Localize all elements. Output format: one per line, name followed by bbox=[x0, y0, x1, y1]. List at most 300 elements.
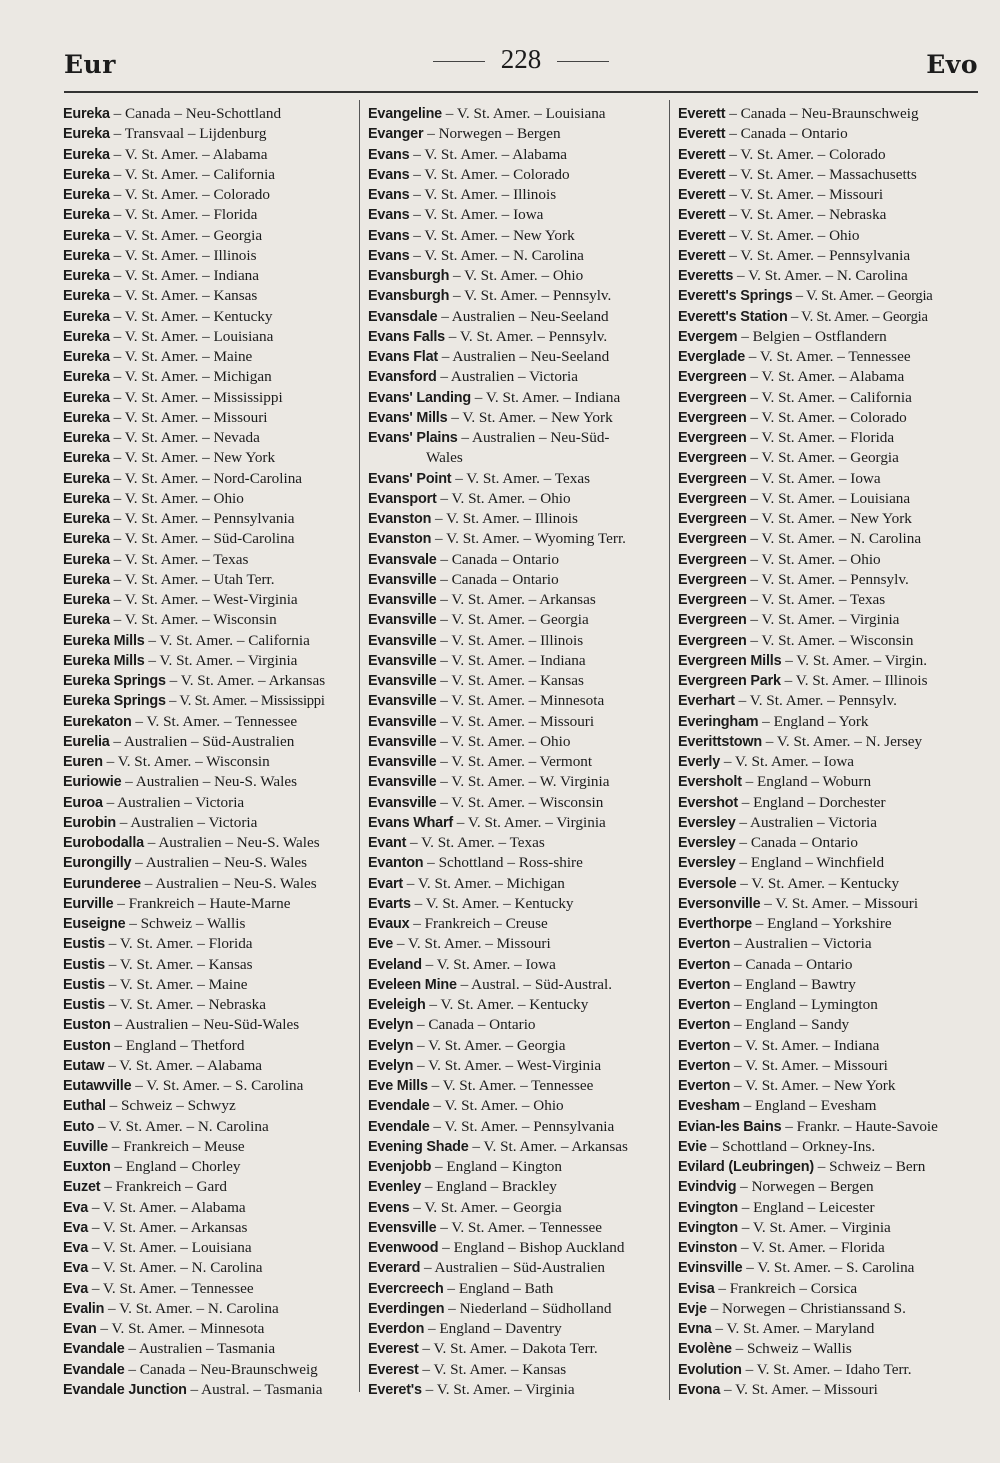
place-name: Eureka bbox=[63, 490, 110, 507]
place-location: – V. St. Amer. – N. Carolina bbox=[733, 267, 908, 284]
gazetteer-entry bbox=[63, 793, 353, 813]
place-location: – Canada – Ontario bbox=[735, 834, 858, 851]
gazetteer-entry bbox=[63, 489, 353, 509]
place-name: Evans bbox=[368, 207, 410, 224]
place-name: Eureka bbox=[63, 227, 110, 244]
place-location: – V. St. Amer. – Missouri bbox=[725, 186, 884, 203]
place-location: – V. St. Amer. – N. Jersey bbox=[761, 732, 923, 750]
gazetteer-entry bbox=[368, 104, 664, 124]
gazetteer-entry bbox=[63, 691, 353, 711]
gazetteer-entry bbox=[63, 104, 353, 124]
place-location: – V. St. Amer. – Mississippi bbox=[165, 693, 325, 710]
place-name: Evandale bbox=[63, 1341, 125, 1358]
place-location: – V. St. Amer. – Ohio bbox=[436, 732, 571, 750]
place-name: Eversley bbox=[678, 855, 736, 872]
place-location: – V. St. Amer. – Süd-Carolina bbox=[109, 530, 295, 548]
gazetteer-column-3 bbox=[678, 104, 978, 1400]
place-name: Eurville bbox=[63, 895, 114, 912]
place-location: – V. St. Amer. – Texas bbox=[406, 834, 545, 851]
place-location: – Australien – Süd-Australien bbox=[420, 1259, 605, 1277]
gazetteer-entry bbox=[63, 570, 353, 590]
place-name: Eustis bbox=[63, 936, 105, 953]
place-location: – V. St. Amer. – Missouri bbox=[393, 935, 551, 953]
gazetteer-entry bbox=[63, 1198, 353, 1218]
gazetteer-entry bbox=[678, 610, 978, 630]
gazetteer-entry bbox=[368, 1198, 664, 1218]
place-name: Eureka bbox=[63, 166, 110, 183]
gazetteer-entry bbox=[63, 874, 353, 894]
gazetteer-entry bbox=[678, 1218, 978, 1238]
gazetteer-entry bbox=[368, 307, 664, 327]
place-name: Evans Wharf bbox=[368, 814, 453, 831]
place-location: – Transvaal – Lijdenburg bbox=[109, 125, 267, 143]
place-location: – Australien – Neu-S. Wales bbox=[131, 854, 308, 872]
gazetteer-entry bbox=[63, 1258, 353, 1278]
place-location: – England – Bishop Auckland bbox=[438, 1239, 625, 1256]
gazetteer-entry bbox=[63, 529, 353, 549]
place-name: Evergreen bbox=[678, 612, 747, 629]
gazetteer-entry bbox=[368, 226, 664, 246]
place-location: – V. St. Amer. – Virginia bbox=[144, 651, 298, 669]
gazetteer-entry bbox=[368, 428, 664, 469]
place-name: Eureka bbox=[63, 187, 110, 203]
place-location: – V. St. Amer. – New York bbox=[447, 408, 613, 426]
place-name: Evaux bbox=[368, 916, 410, 932]
place-name: Everest bbox=[368, 1341, 419, 1358]
place-location: – V. St. Amer. – Pennsylv. bbox=[734, 692, 897, 710]
place-name: Evolène bbox=[678, 1341, 732, 1358]
place-name: Evandale bbox=[63, 1361, 125, 1378]
place-location: – V. St. Amer. – Louisiana bbox=[109, 327, 274, 345]
gazetteer-entry bbox=[678, 934, 978, 954]
place-name: Eurelia bbox=[63, 733, 110, 750]
place-name: Evansvale bbox=[368, 551, 437, 568]
gazetteer-entry bbox=[368, 1015, 664, 1035]
gazetteer-entry bbox=[368, 793, 664, 813]
gazetteer-entry bbox=[368, 388, 664, 408]
gazetteer-entry bbox=[63, 995, 353, 1015]
gazetteer-entry bbox=[368, 1319, 664, 1339]
place-location: – V. St. Amer. – Minnesota bbox=[96, 1320, 265, 1337]
gazetteer-entry bbox=[678, 1056, 978, 1076]
place-name: Euzet bbox=[63, 1179, 101, 1196]
place-location: – V. St. Amer. – Pennsylvania bbox=[725, 246, 911, 264]
header-dash-right bbox=[557, 61, 609, 62]
place-name: Evelyn bbox=[368, 1037, 414, 1054]
place-location: – V. St. Amer. – New York bbox=[409, 226, 575, 244]
gazetteer-entry bbox=[678, 1339, 978, 1359]
place-location: – V. St. Amer. – Pennsylvania bbox=[109, 510, 295, 527]
gazetteer-entry bbox=[368, 955, 664, 975]
gazetteer-entry bbox=[678, 712, 978, 732]
place-name: Eustis bbox=[63, 956, 105, 973]
place-name: Eva bbox=[63, 1260, 89, 1277]
place-location: – V. St. Amer. – Illinois bbox=[409, 186, 557, 203]
header-left-guideword: Eur bbox=[64, 50, 116, 79]
gazetteer-entry bbox=[63, 772, 353, 792]
gazetteer-entry bbox=[368, 145, 664, 165]
gazetteer-entry bbox=[63, 955, 353, 975]
gazetteer-entry bbox=[678, 1076, 978, 1096]
place-location: – V. St. Amer. – Georgia bbox=[409, 1198, 562, 1216]
gazetteer-entry bbox=[368, 712, 664, 732]
place-name: Eureka bbox=[63, 389, 110, 406]
place-location: – Australien – Neu-Süd-Wales bbox=[110, 1016, 300, 1034]
gazetteer-entry bbox=[678, 590, 978, 610]
gazetteer-entry bbox=[63, 1380, 353, 1400]
place-name: Eversholt bbox=[678, 774, 742, 791]
place-location: – England – Woburn bbox=[741, 773, 872, 791]
column-divider-1 bbox=[359, 100, 360, 1392]
place-location: – England – Leicester bbox=[737, 1198, 875, 1216]
place-location: – Frankreich – Haute-Marne bbox=[113, 894, 291, 912]
place-name: Euston bbox=[63, 1017, 111, 1034]
place-location: – V. St. Amer. – Indiana bbox=[470, 388, 621, 406]
place-location: – V. St. Amer. – Georgia bbox=[746, 449, 899, 467]
place-location: – England – Yorkshire bbox=[751, 915, 892, 932]
place-location: – V. St. Amer. – Indiana bbox=[730, 1036, 880, 1054]
place-location: – Australien – Neu-Seeland bbox=[437, 348, 610, 365]
place-name: Everton bbox=[678, 956, 731, 973]
gazetteer-entry bbox=[368, 752, 664, 772]
place-name: Evona bbox=[678, 1381, 721, 1398]
place-location: – England – Brackley bbox=[421, 1178, 557, 1196]
place-name: Evington bbox=[678, 1199, 738, 1216]
place-name: Evans bbox=[368, 166, 410, 183]
place-location: – Canada – Ontario bbox=[413, 1016, 536, 1034]
place-location: – V. St. Amer. – Pennsylvania bbox=[429, 1117, 615, 1135]
place-name: Euthal bbox=[63, 1098, 106, 1115]
place-name: Eversole bbox=[678, 875, 737, 892]
gazetteer-entry bbox=[678, 631, 978, 651]
place-location: – Canada – Neu-Braunschweig bbox=[124, 1360, 318, 1378]
place-name: Eureka bbox=[63, 247, 110, 264]
place-name: Eva bbox=[63, 1240, 89, 1256]
gazetteer-entry bbox=[368, 732, 664, 752]
place-name: Evening Shade bbox=[368, 1138, 469, 1155]
place-location: – V. St. Amer. – Michigan bbox=[403, 874, 565, 892]
gazetteer-entry bbox=[678, 124, 978, 144]
place-name: Evansford bbox=[368, 369, 437, 386]
place-location: – V. St. Amer. – Missouri bbox=[760, 894, 919, 912]
gazetteer-entry bbox=[63, 1279, 353, 1299]
place-location: – V. St. Amer. – N. Carolina bbox=[409, 246, 584, 264]
place-location: – V. St. Amer. – Illinois bbox=[436, 631, 584, 649]
place-name: Evergreen bbox=[678, 551, 747, 568]
place-location: – V. St. Amer. – Missouri bbox=[730, 1056, 888, 1074]
place-location: – V. St. Amer. – Virginia bbox=[746, 611, 900, 629]
gazetteer-entry bbox=[678, 307, 978, 327]
gazetteer-entry bbox=[63, 1015, 353, 1035]
place-location: – V. St. Amer. – Ohio bbox=[725, 226, 860, 244]
gazetteer-entry bbox=[678, 104, 978, 124]
gazetteer-entry bbox=[368, 1137, 664, 1157]
place-name: Euston bbox=[63, 1037, 111, 1054]
gazetteer-entry bbox=[368, 1360, 664, 1380]
place-location: – Frankr. – Haute-Savoie bbox=[781, 1117, 938, 1135]
gazetteer-entry bbox=[63, 165, 353, 185]
place-location: – Australien – Neu-S. Wales bbox=[140, 874, 317, 892]
place-name: Evenjobb bbox=[368, 1159, 432, 1175]
gazetteer-entry bbox=[63, 1339, 353, 1359]
place-location: – V. St. Amer. – Massachusetts bbox=[725, 165, 917, 183]
place-name: Everton bbox=[678, 1017, 731, 1034]
place-name: Evergreen bbox=[678, 511, 747, 527]
place-location: – V. St. Amer. – Tennessee bbox=[745, 348, 911, 365]
place-location: – V. St. Amer. – Arkansas bbox=[165, 672, 326, 689]
place-location: – V. St. Amer. – Iowa bbox=[746, 469, 881, 487]
place-name: Eveland bbox=[368, 956, 422, 973]
column-divider-2 bbox=[669, 100, 670, 1400]
gazetteer-entry bbox=[678, 1380, 978, 1400]
place-name: Everly bbox=[678, 754, 721, 770]
gazetteer-entry bbox=[368, 185, 664, 205]
place-location: – V. St. Amer. – California bbox=[144, 631, 310, 649]
place-location: – V. St. Amer. – West-Virginia bbox=[109, 591, 298, 608]
place-location: – V. St. Amer. – Dakota Terr. bbox=[418, 1340, 598, 1358]
gazetteer-entry bbox=[368, 610, 664, 630]
gazetteer-entry bbox=[678, 833, 978, 853]
place-name: Evergreen Park bbox=[678, 673, 781, 689]
place-location: – V. St. Amer. – Ohio bbox=[436, 489, 571, 507]
gazetteer-entry bbox=[678, 286, 978, 306]
place-location: – Norwegen – Christianssand S. bbox=[706, 1299, 906, 1317]
place-name: Euville bbox=[63, 1138, 108, 1155]
place-location: – V. St. Amer. – Utah Terr. bbox=[109, 570, 275, 588]
header-page-number-group bbox=[64, 44, 978, 75]
place-name: Evarts bbox=[368, 895, 411, 912]
gazetteer-entry bbox=[368, 691, 664, 711]
gazetteer-entry bbox=[678, 165, 978, 185]
place-location: – V. St. Amer. – Texas bbox=[109, 550, 249, 568]
gazetteer-entry bbox=[368, 327, 664, 347]
gazetteer-entry bbox=[678, 995, 978, 1015]
gazetteer-entry bbox=[368, 995, 664, 1015]
gazetteer-entry bbox=[678, 185, 978, 205]
gazetteer-entry bbox=[368, 1117, 664, 1137]
gazetteer-entry bbox=[368, 975, 664, 995]
place-name: Eurongilly bbox=[63, 855, 132, 872]
place-location: – V. St. Amer. – Iowa bbox=[409, 206, 544, 224]
place-location: – Schottland – Orkney-Ins. bbox=[706, 1137, 876, 1155]
place-location: – V. St. Amer. – Nevada bbox=[109, 429, 260, 446]
place-location: – V. St. Amer. – Alabama bbox=[104, 1056, 263, 1074]
gazetteer-entry bbox=[368, 1076, 664, 1096]
place-name: Everglade bbox=[678, 349, 745, 365]
gazetteer-entry bbox=[63, 469, 353, 489]
gazetteer-entry bbox=[368, 124, 664, 144]
place-name: Evergreen bbox=[678, 450, 747, 467]
gazetteer-entry bbox=[63, 631, 353, 651]
place-location: – Austral. – Süd-Austral. bbox=[456, 975, 613, 993]
gazetteer-entry bbox=[368, 408, 664, 428]
gazetteer-entry bbox=[678, 388, 978, 408]
place-location: – V. St. Amer. – Florida bbox=[109, 206, 258, 224]
place-name: Eureka Springs bbox=[63, 673, 166, 689]
place-location: – V. St. Amer. – Georgia bbox=[792, 288, 933, 305]
gazetteer-entry bbox=[678, 408, 978, 428]
gazetteer-entry bbox=[63, 752, 353, 772]
place-location: – V. St. Amer. – Illinois bbox=[780, 672, 928, 689]
place-name: Everdingen bbox=[368, 1300, 445, 1317]
gazetteer-entry bbox=[678, 691, 978, 711]
gazetteer-entry bbox=[678, 469, 978, 489]
place-name: Evergem bbox=[678, 328, 738, 345]
place-location: – V. St. Amer. – New York bbox=[109, 449, 276, 467]
place-location: – Canada – Neu-Schottland bbox=[109, 105, 282, 122]
place-location: – V. St. Amer. – Florida bbox=[105, 935, 253, 953]
gazetteer-entry bbox=[368, 853, 664, 873]
place-location: – V. St. Amer. – Kansas bbox=[105, 955, 253, 973]
place-location: – V. St. Amer. – Missouri bbox=[109, 408, 268, 426]
place-location: – V. St. Amer. – Pennsylv. bbox=[746, 570, 909, 588]
gazetteer-entry bbox=[368, 1177, 664, 1197]
place-location: – England – Dorchester bbox=[737, 793, 886, 811]
gazetteer-entry bbox=[63, 286, 353, 306]
place-name: Evansville bbox=[368, 794, 437, 811]
place-location: – V. St. Amer. – Alabama bbox=[409, 145, 568, 163]
gazetteer-entry bbox=[678, 914, 978, 934]
place-name: Everett bbox=[678, 227, 726, 244]
place-location: – V. St. Amer. – Illinois bbox=[109, 246, 257, 264]
gazetteer-entry bbox=[63, 1218, 353, 1238]
gazetteer-entry bbox=[63, 651, 353, 671]
place-location: – Canada – Neu-Braunschweig bbox=[725, 105, 919, 122]
place-name: Eureka Mills bbox=[63, 652, 145, 669]
place-name: Euseigne bbox=[63, 916, 126, 932]
place-name: Evanston bbox=[368, 511, 432, 527]
place-name: Evansburgh bbox=[368, 288, 450, 305]
place-name: Eva bbox=[63, 1219, 89, 1236]
gazetteer-entry bbox=[368, 651, 664, 671]
gazetteer-entry bbox=[63, 550, 353, 570]
gazetteer-entry bbox=[678, 1279, 978, 1299]
gazetteer-entry bbox=[678, 1117, 978, 1137]
place-location: – V. St. Amer. – Tennessee bbox=[88, 1279, 254, 1297]
gazetteer-entry bbox=[678, 428, 978, 448]
place-location: – Belgien – Ostflandern bbox=[737, 327, 887, 345]
place-location: – V. St. Amer. – Alabama bbox=[88, 1198, 246, 1216]
gazetteer-entry bbox=[368, 1238, 664, 1258]
place-location: – V. St. Amer. – Ohio bbox=[429, 1097, 564, 1115]
place-name: Eversley bbox=[678, 835, 736, 851]
place-location: – V. St. Amer. – S. Carolina bbox=[131, 1077, 304, 1094]
place-name: Evergreen bbox=[678, 430, 747, 446]
place-name: Evelyn bbox=[368, 1017, 414, 1034]
place-location: – V. St. Amer. – Nebraska bbox=[725, 206, 887, 224]
place-name: Everthorpe bbox=[678, 916, 752, 932]
place-name: Everingham bbox=[678, 713, 759, 730]
gazetteer-column-1 bbox=[63, 104, 353, 1400]
place-name: Everdon bbox=[368, 1321, 425, 1337]
place-location: – Australien – Victoria bbox=[436, 368, 578, 386]
place-location: – V. St. Amer. – Wisconsin bbox=[109, 611, 277, 629]
place-name: Evangeline bbox=[368, 106, 442, 122]
place-name: Everest bbox=[368, 1361, 419, 1378]
gazetteer-entry bbox=[63, 1096, 353, 1116]
place-name: Everett bbox=[678, 106, 726, 122]
place-name: Everett bbox=[678, 207, 726, 224]
place-location: – V. St. Amer. – Kentucky bbox=[109, 307, 273, 325]
gazetteer-entry bbox=[678, 570, 978, 590]
place-name: Evansville bbox=[368, 754, 437, 770]
gazetteer-entry bbox=[678, 732, 978, 752]
place-location: – V. St. Amer. – Virginia bbox=[452, 813, 606, 831]
place-location-continuation: Wales bbox=[426, 449, 463, 467]
place-location: – England – Chorley bbox=[110, 1158, 241, 1175]
gazetteer-entry bbox=[678, 793, 978, 813]
place-location: – England – Bath bbox=[443, 1279, 554, 1297]
gazetteer-entry bbox=[368, 1218, 664, 1238]
place-name: Evans bbox=[368, 187, 410, 203]
gazetteer-entry bbox=[63, 1238, 353, 1258]
place-name: Evans' Mills bbox=[368, 409, 448, 426]
place-name: Evart bbox=[368, 875, 403, 892]
place-name: Evercreech bbox=[368, 1280, 444, 1297]
place-name: Everittstown bbox=[678, 733, 762, 750]
place-name: Evansville bbox=[368, 632, 437, 649]
place-name: Eureka bbox=[63, 308, 110, 325]
place-name: Evansville bbox=[368, 652, 437, 669]
place-location: – Australien – Neu-S. Wales bbox=[143, 834, 320, 851]
place-location: – V. St. Amer. – Indiana bbox=[436, 651, 586, 669]
place-name: Evens bbox=[368, 1199, 410, 1216]
place-name: Eureka bbox=[63, 146, 110, 163]
gazetteer-entry bbox=[63, 1056, 353, 1076]
place-name: Evanger bbox=[368, 126, 424, 143]
place-location: – V. St. Amer. – Wisconsin bbox=[746, 631, 914, 649]
gazetteer-entry bbox=[63, 975, 353, 995]
place-name: Eve Mills bbox=[368, 1078, 428, 1094]
gazetteer-entry bbox=[63, 914, 353, 934]
place-location: – Canada – Ontario bbox=[730, 955, 853, 973]
gazetteer-entry bbox=[368, 509, 664, 529]
place-location: – Schweiz – Schwyz bbox=[105, 1097, 236, 1115]
place-location: – V. St. Amer. – Texas bbox=[451, 469, 590, 487]
gazetteer-entry bbox=[63, 388, 353, 408]
gazetteer-entry bbox=[368, 529, 664, 549]
place-location: – V. St. Amer. – Kansas bbox=[436, 672, 584, 689]
gazetteer-entry bbox=[63, 671, 353, 691]
place-name: Evensville bbox=[368, 1219, 437, 1236]
place-location: – V. St. Amer. – Wisconsin bbox=[102, 753, 270, 770]
place-location: – V. St. Amer. – S. Carolina bbox=[742, 1259, 915, 1277]
place-name: Eurekaton bbox=[63, 713, 132, 730]
place-location: – Frankreich – Corsica bbox=[714, 1279, 858, 1297]
place-name: Evanton bbox=[368, 855, 424, 872]
place-location: – V. St. Amer. – Florida bbox=[737, 1239, 885, 1256]
place-name: Everett bbox=[678, 146, 726, 163]
place-location: – V. St. Amer. – California bbox=[109, 165, 276, 183]
place-name: Evansburgh bbox=[368, 268, 450, 284]
gazetteer-entry bbox=[368, 246, 664, 266]
gazetteer-entry bbox=[63, 185, 353, 205]
gazetteer-entry bbox=[368, 347, 664, 367]
place-location: – V. St. Amer. – Kentucky bbox=[410, 894, 574, 912]
place-location: – V. St. Amer. – N. Carolina bbox=[104, 1299, 279, 1317]
place-location: – Frankreich – Meuse bbox=[108, 1137, 245, 1155]
place-name: Evershot bbox=[678, 794, 738, 811]
gazetteer-entry bbox=[63, 813, 353, 833]
place-name: Evendale bbox=[368, 1118, 430, 1135]
gazetteer-entry bbox=[678, 975, 978, 995]
gazetteer-entry bbox=[63, 610, 353, 630]
place-location: – England – Evesham bbox=[739, 1097, 877, 1115]
gazetteer-entry bbox=[678, 1015, 978, 1035]
gazetteer-entry bbox=[368, 1380, 664, 1400]
place-location: – V. St. Amer. – Maine bbox=[105, 975, 248, 993]
place-location: – V. St. Amer. – Colorado bbox=[746, 408, 907, 426]
